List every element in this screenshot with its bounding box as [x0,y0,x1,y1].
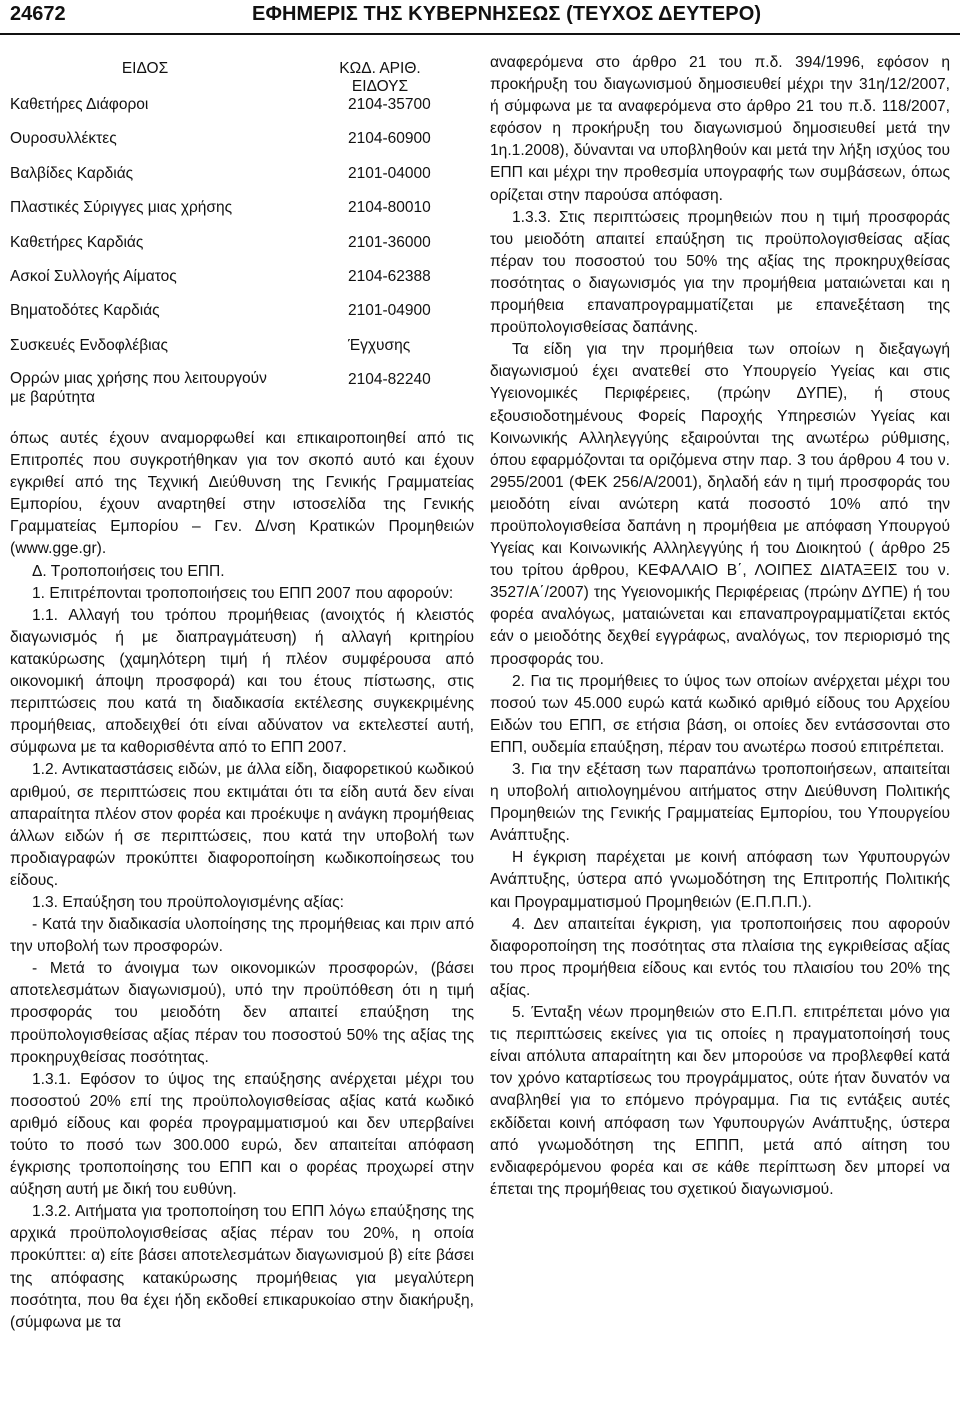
table-row [10,302,474,336]
item-code: Έγχυσης [348,336,411,354]
item-name: Πλαστικές Σύριγγες μιας χρήσης [10,199,233,217]
table-row [10,165,474,199]
paragraph: 1.3.3. Στις περιπτώσεις προμηθειών που η τιμή προσφοράς του μειοδότη απαιτεί επαύξηση τις προϋπολογισθείσας αξίας πέραν του ποσοστού του 50% της αξίας της προκηρυχθείσας ποσότητας ο διαγωνισμός για την προμήθεια ματαιώνεται και η προμήθεια επαναπρογραμματίζεται με επανεξέταση της προϋπολογισθείσας δαπάνης. [490,208,950,337]
table-row [10,337,474,371]
table-header-row [10,60,474,96]
item-code: 2101-04900 [348,302,431,320]
item-name: Βηματοδότες Καρδιάς [10,302,160,320]
item-name: Καθετήρες Διάφοροι [10,96,149,113]
item-code: 2104-82240 [348,371,431,389]
paragraph: - Μετά το άνοιγμα των οικονομικών προσφορών, (βάσει αποτελεσμάτων διαγωνισμού), υπό την προϋπόθεση ότι η τιμή προσφοράς του μειοδότη δεν απαιτεί επαύξηση της προϋπολογισθείσας αξίας πέραν του ποσοστού 50% της αξίας της προκηρυχθείσας ποσότητας. [10,960,474,1066]
item-name: Βαλβίδες Καρδιάς [10,164,134,182]
page-header [0,0,960,34]
gazette-title: ΕΦΗΜΕΡΙΣ ΤΗΣ ΚΥΒΕΡΝΗΣΕΩΣ (ΤΕΥΧΟΣ ΔΕΥΤΕΡΟ) [252,3,762,25]
header-rule [0,33,960,35]
item-code: 2104-35700 [348,96,431,113]
paragraph: - Κατά την διαδικασία υλοποίησης της προμήθειας και πριν από την υποβολή των προσφορών. [10,916,474,956]
paragraph: 1.3.1. Εφόσον το ύψος της επαύξησης ανέρχεται μέχρι του ποσοστού 20% επί της προϋπολογισθείσας αξίας κατά κωδικό αριθμό είδους και φορέα προγραμματισμού και δεν υπερβαίνει τούτο το ποσό των 300.000 ευρώ, δεν απαιτείται απόφαση έγκρισης τροποποίησης του ΕΠΠ και ο φορέας προχωρεί στην αύξηση αυτή με δική του ευθύνη. [10,1070,474,1199]
paragraph: 1.2. Αντικαταστάσεις ειδών, με άλλα είδη, διαφορετικού κωδικού αριθμού, σε περιπτώσεις που εκτιμάται ότι τα είδη αυτά δεν είναι απαραίτητα πλέον στον φορέα και προέκυψε η ανάγκη προμήθειας άλλων ειδών ή σε περιπτώσεις, που κατά την υποβολή των προδιαγραφών προκύπτει διαφοροποίηση κωδικοποίησεως του είδους. [10,761,474,889]
item-name: Ασκοί Συλλογής Αίματος [10,267,177,285]
item-name-line-1: Ορρών μιας χρήσης που λειτουργούν [10,370,267,388]
column-header-code: ΚΩΔ. ΑΡΙΘ. ΕΙΔΟΥΣ [339,60,421,95]
table-row [10,268,474,302]
paragraph: 2. Για τις προμήθειες το ύψος των οποίων ανέρχεται μέχρι του ποσού των 45.000 ευρώ κατά κωδικό αριθμό είδους του Αρχείου Ειδών του ΕΠΠ, σε ετήσια βάση, οι οποίες δεν εντάσσονται στο ΕΠΠ, ουδεμία επαύξηση, πέραν του ανωτέρω ποσού επιτρέπεται. [490,672,950,756]
table-row [10,96,474,130]
paragraph: αναφερόμενα στο άρθρο 21 του π.δ. 394/1996, εφόσον η προκήρυξη του διαγωνισμού δημοσιευθεί μέχρι την 31η/12/2007, ή σύμφωνα με τα αναφερόμενα στο άρθρο 21 του π.δ. 118/2007, εφόσον η προκήρυξη του διαγωνισμού δημοσιευθεί μετά την 1η.1.2008), δύνανται να υποβληθούν και μετά την λήξη ισχύος του ΕΠΠ και μέχρι την προθεσμία υπογραφής των συμβάσεων, όπως ορίζεται στην παρούσα απόφαση. [490,54,950,204]
paragraph: 1.1. Αλλαγή του τρόπου προμήθειας (ανοιχτός ή κλειστός διαγωνισμός ή με διαπραγμάτευση) ή αλλαγή κριτηρίου κατακύρωσης (χαμηλότερη τιμή ή πλέον συμφέρουσα από οικονομική άποψη προσφορά) και του έτους πίστωσης, στις περιπτώσεις που κατά τη διαδικασία εκτέλεσης συγκεκριμένης προμήθειας, αποδειχθεί ότι είναι αδύνατον να εκτελεστεί αυτή, σύμφωνα με τα καθορισθέντα από το ΕΠΠ 2007. [10,606,474,757]
items-table [10,60,474,425]
table-row [10,234,474,268]
paragraph: 3. Για την εξέταση των παραπάνω τροποποιήσεων, απαιτείται η υποβολή αιτιολογημένου αιτήματος στην Διεύθυνση Πολιτικής Προμηθειών της Γενικής Γραμματείας Εμπορίου, του Υπουργείου Ανάπτυξης. [490,761,950,845]
paragraph: 1.3. Επαύξηση του προϋπολογισμένης αξίας: [32,893,345,911]
section-heading: Δ. Τροποποιήσεις του ΕΠΠ. [32,562,225,580]
item-code: 2101-36000 [348,233,431,251]
paragraph: 1. Επιτρέπονται τροποποιήσεις του ΕΠΠ 2007 που αφορούν: [32,584,454,602]
item-name-line-2: με βαρύτητα [10,389,95,407]
item-name: Συσκευές Ενδοφλέβιας [10,336,168,354]
item-code: 2101-04000 [348,164,431,182]
paragraph: 1.3.2. Αιτήματα για τροποποίηση του ΕΠΠ λόγω επαύξησης της αρχικά προϋπολογισθείσας αξίας πέραν του 20%, η οποία προκύπτει: α) είτε βάσει αποτελεσμάτων διαγωνισμού β) είτε βάσει της απόφασης κατακύρωσης προμήθειας για μεγαλύτερη ποσότητα, που θα έχει ήδη εκδοθεί επικαρυκοίαο στην διακήρυξη, (σύμφωνα με τα [10,1203,474,1331]
item-code: 2104-62388 [348,267,431,285]
item-code: 2104-80010 [348,199,431,217]
left-column-text [10,428,474,1334]
column-header-item: ΕΙΔΟΣ [121,60,169,77]
paragraph: 4. Δεν απαιτείται έγκριση, για τροποποιήσεις που αφορούν διαφοροποίηση της ποσότητας στα πλαίσια της εγκριθείσας αξίας του προς προμήθεια είδους και εντός του πλαισίου του 20% της αξίας. [490,915,950,999]
right-column-text [490,52,950,1201]
paragraph: 5. Ένταξη νέων προμηθειών στο Ε.Π.Π. επιτρέπεται μόνο για τις περιπτώσεις εκείνες για τις οποίες η πραγματοποίησή τους είναι απόλυτα απαραίτητη και δεν μπορούσε να προβλεφθεί κατά τον χρόνο καταρτίσεως του προγράμματος, ούτε ήταν δυνατόν να αναβληθεί για το επόμενο πρόγραμμα. Για τις εντάξεις αυτές εκδίδεται κοινή απόφαση των Υφυπουργών Ανάπτυξης, ύστερα από γνωμοδότηση της ΕΠΠΠ, μετά από αίτηση του ενδιαφερόμενου φορέα και σε κάθε περίπτωση δεν μπορεί να έπεται της προμήθειας του σχετικού διαγωνισμού. [490,1004,950,1198]
table-row [10,199,474,233]
page-number: 24672 [10,3,66,25]
item-name: Ουροσυλλέκτες [10,130,117,148]
paragraph: Τα είδη για την προμήθεια των οποίων η διεξαγωγή διαγωνισμού έχει ανατεθεί στο Υπουργείο Υγείας και στις Υγειονομικές Περιφέρειες, (πρώην ΔΥΠΕ), ή στους εξουσιοδοτημένους Φορείς Παροχής Υπηρεσιών Υγείας και Κοινωνικής Αλληλεγγύης εξαιρούνται της ανωτέρω ρύθμισης, όπου εφαρμόζονται τα οριζόμενα στην παρ. 3 του άρθρου 4 του ν. 2955/2001 (ΦΕΚ 256/Α/2001), δηλαδή εάν η τιμή προσφοράς του μειοδότη είναι ανώτερη κατά ποσοστό 10% από την προϋπολογισθείσα δαπάνη η προμήθεια με απόφαση Υπουργού Υγείας και Κοινωνικής Αλληλεγγύης ή του Διοικητού ( άρθρο 25 του τρίτου άρθρου, ΚΕΦΑΛΑΙΟ Β΄, ΛΟΙΠΕΣ ΔΙΑΤΑΞΕΙΣ του ν. 3527/Α΄/2007) της Υγειονομικής Περιφέρειας (πρώην ΔΥΠΕ) ή του φορέα αναλόγως, ματαιώνεται και επαναπρογραμματίζεται εκτός εάν ο μειοδότης δεχθεί εγγράφως, αναλόγως, τον περιορισμό της προσφοράς του. [490,341,950,668]
items-table-block [10,60,474,425]
item-code: 2104-60900 [348,130,431,148]
paragraph: όπως αυτές έχουν αναμορφωθεί και επικαιροποιηθεί από τις Επιτροπές που συγκροτήθηκαν για τον σκοπό αυτό και έχουν εγκριθεί από της Τεχνική Διεύθυνση της Γενικής Γραμματείας Εμπορίου, έχουν αναρτηθεί στην ιστοσελίδα της Γενικής Γραμματείας Εμπορίου – Γεν. Δ/νση Κρατικών Προμηθειών (www.gge.gr). [10,430,474,558]
item-name: Καθετήρες Καρδιάς [10,233,144,251]
paragraph: Η έγκριση παρέχεται με κοινή απόφαση των Υφυπουργών Ανάπτυξης, ύστερα από γνωμοδότηση της Επιτροπής Πολιτικής και Προγραμματισμού Προμηθειών (Ε.Π.Π.Π.). [490,849,950,911]
table-row [10,130,474,164]
table-row [10,371,474,425]
